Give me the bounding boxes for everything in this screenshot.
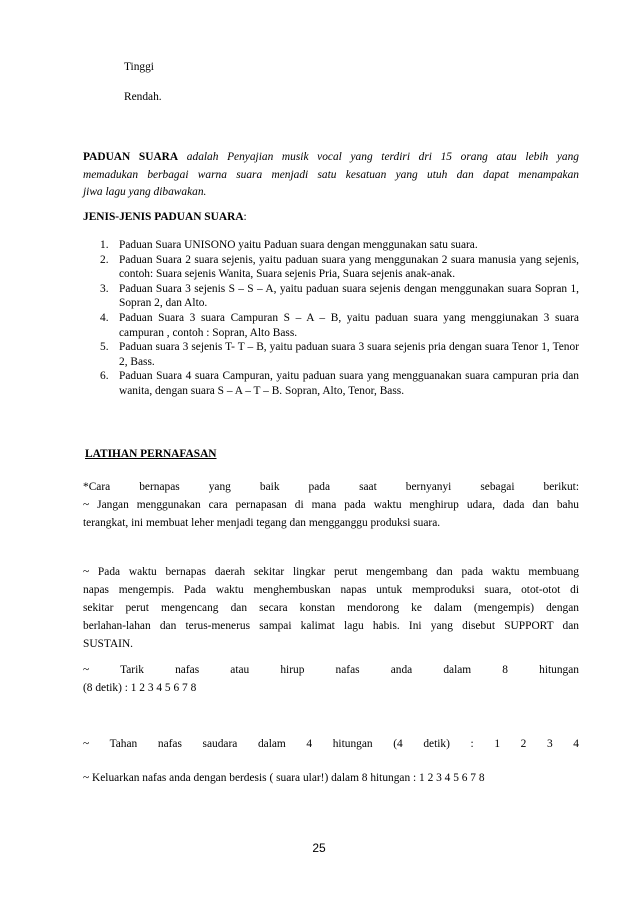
latihan-p1-line-3: terangkat, ini membuat leher menjadi tegang dan mengganggu produksi suara.: [83, 517, 441, 529]
list-item-number: 6.: [100, 370, 109, 383]
latihan-p1-line-1: *Cara bernapas yang baik pada saat bernyanyi sebagai berikut:: [83, 481, 579, 493]
list-item: [100, 311, 579, 340]
latihan-p3-line-2: (8 detik) : 1 2 3 4 5 6 7 8: [83, 682, 197, 694]
list-item: [100, 238, 579, 253]
list-item-number: 3.: [100, 282, 109, 295]
jenis-heading: JENIS-JENIS PADUAN SUARA: [83, 211, 244, 223]
list-item-number: 4.: [100, 311, 109, 324]
latihan-p4-line-1: ~ Tahan nafas saudara dalam 4 hitungan (4 detik) : 1 2 3 4: [83, 738, 579, 750]
latihan-heading: LATIHAN PERNAFASAN: [85, 448, 217, 460]
text-rendah: Rendah.: [124, 91, 162, 103]
latihan-p2-line-4: berlahan-lahan dan terus-menerus sampai kalimat lagu habis. Ini yang disebut SUPPORT dan: [83, 620, 579, 632]
latihan-p2-line-3: sekitar perut mengencang dan secara konstan mendorong ke dalam (mengempis) dengan: [83, 602, 579, 614]
list-item-text: Paduan suara 3 sejenis T- T – B, yaitu paduan suara 3 suara sejenis pria dengan suara Tenor 1, Tenor 2, Bass.: [119, 341, 579, 368]
list-item: [100, 369, 579, 398]
list-item: [100, 282, 579, 311]
list-item-text: Paduan Suara 3 sejenis S – S – A, yaitu paduan suara sejenis dengan menggunakan suara Sopran 1, Sopran 2, dan Alto.: [119, 282, 579, 310]
latihan-p3-line-1: ~ Tarik nafas atau hirup nafas anda dalam 8 hitungan: [83, 664, 579, 676]
list-item-text: Paduan Suara 2 suara sejenis, yaitu paduan suara yang menggunakan 2 suara manusia yang sejenis, contoh: Suara sejenis Wanita, Suara sejenis Pria, Suara sejenis anak-anak.: [119, 253, 579, 281]
list-item: [100, 253, 579, 282]
latihan-p2-line-2: napas mengempis. Pada waktu menghembuskan napas untuk memproduksi suara, otot-otot di: [83, 584, 579, 596]
paduan-def-1: adalah Penyajian musik vocal yang terdiri dri 15 orang atau lebih yang: [178, 151, 579, 163]
list-item-number: 2.: [100, 253, 109, 266]
list-item: [100, 340, 579, 369]
jenis-list: [100, 238, 579, 399]
latihan-p2-line-5: SUSTAIN.: [83, 638, 134, 650]
latihan-p2-line-1: ~ Pada waktu bernapas daerah sekitar lingkar perut mengembang dan pada waktu membuang: [83, 566, 579, 578]
list-item-number: 5.: [100, 341, 109, 354]
jenis-colon: :: [243, 211, 247, 223]
paduan-def-line-1: [83, 151, 579, 163]
list-item-text: Paduan Suara 4 suara Campuran, yaitu paduan suara yang mengguanakan suara campuran pria dan wanita, dengan suara S – A – T – B. Sopran, Alto, Tenor, Bass.: [119, 370, 579, 397]
list-item-number: 1.: [100, 239, 109, 251]
jenis-heading-line: [83, 211, 579, 223]
list-item-text: Paduan Suara 3 suara Campuran S – A – B, yaitu paduan suara yang menggiunakan 3 suara campuran , contoh : Sopran, Alto Bass.: [119, 311, 579, 339]
list-item-text: Paduan Suara UNISONO yaitu Paduan suara dengan menggunakan satu suara.: [119, 239, 478, 251]
latihan-p5-line-1: ~ Keluarkan nafas anda dengan berdesis ( suara ular!) dalam 8 hitungan : 1 2 3 4 5 6 7 8: [83, 772, 485, 784]
paduan-term: PADUAN SUARA: [83, 151, 179, 163]
text-tinggi: Tinggi: [124, 61, 154, 73]
latihan-heading-line: [85, 448, 581, 460]
latihan-p1-line-2: ~ Jangan menggunakan cara pernapasan di mana pada waktu menghirup udara, dada dan bahu: [83, 499, 579, 511]
paduan-def-line-2: memadukan berbagai warna suara menjadi satu kesatuan yang utuh dan dapat menampakan: [83, 169, 579, 181]
paduan-def-line-3: jiwa lagu yang dibawakan.: [83, 186, 207, 198]
page-number: 25: [312, 841, 326, 855]
